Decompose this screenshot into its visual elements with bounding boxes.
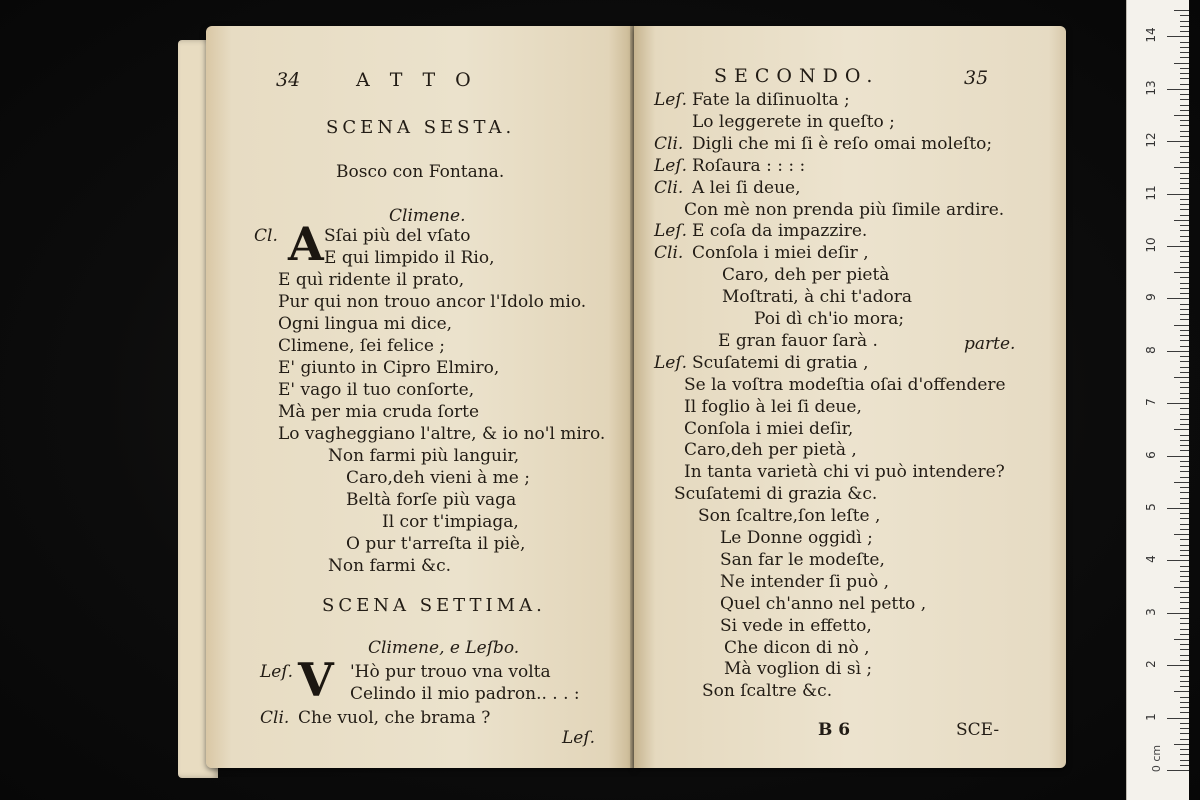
ruler-tick <box>1180 503 1189 504</box>
ruler-tick <box>1180 450 1189 451</box>
verse-line: Non farmi &c. <box>328 556 452 576</box>
ruler-tick <box>1180 555 1189 556</box>
ruler-tick <box>1180 487 1189 488</box>
ruler-tick <box>1167 665 1189 666</box>
verse-line: Conſola i miei deſir, <box>684 418 854 439</box>
ruler-tick <box>1180 550 1189 551</box>
ruler-tick <box>1174 429 1189 430</box>
ruler-number: 12 <box>1144 132 1158 148</box>
ruler-tick <box>1180 518 1189 519</box>
verse-line: E quì ridente il prato, <box>278 270 465 290</box>
ruler-tick <box>1180 408 1189 409</box>
ruler-tick <box>1167 560 1189 561</box>
ruler-tick <box>1180 215 1189 216</box>
ruler-tick <box>1180 52 1189 53</box>
ruler-tick <box>1180 581 1189 582</box>
verse-line: Son ſcaltre &c. <box>702 681 833 702</box>
ruler-tick <box>1180 15 1189 16</box>
verse-line: E gran fauor ſarà . <box>718 330 878 351</box>
ruler-tick <box>1180 592 1189 593</box>
ruler-unit: 0 cm <box>1150 744 1164 773</box>
ruler-tick <box>1180 670 1189 671</box>
speaker-heading: Climene. <box>389 206 466 226</box>
scene-title-2: SCENA SETTIMA. <box>322 595 546 616</box>
ruler-tick <box>1180 304 1189 305</box>
ruler-tick <box>1167 456 1189 457</box>
ruler-tick <box>1180 419 1189 420</box>
verse-line: Moſtrati, à chi t'adora <box>722 287 912 308</box>
verse-line: E coſa da impazzire. <box>692 221 868 242</box>
ruler-tick <box>1180 21 1189 22</box>
verse-line: Mà per mia cruda ſorte <box>278 402 480 422</box>
speaker-abbrev: Leſ. <box>654 155 688 176</box>
ruler-tick <box>1180 314 1189 315</box>
right-page <box>634 26 1066 768</box>
ruler-tick <box>1180 204 1189 205</box>
ruler-number: 7 <box>1144 398 1158 407</box>
ruler-tick <box>1167 89 1189 90</box>
ruler-number: 13 <box>1144 80 1158 96</box>
ruler-tick <box>1180 649 1189 650</box>
ruler-tick <box>1180 131 1189 132</box>
ruler-number: 10 <box>1144 237 1158 253</box>
ruler-tick <box>1180 340 1189 341</box>
ruler-tick <box>1180 125 1189 126</box>
ruler-tick <box>1167 770 1189 771</box>
verse-line: Il cor t'impiaga, <box>382 512 519 532</box>
ruler-tick <box>1174 325 1189 326</box>
ruler-tick <box>1180 152 1189 153</box>
speaker-abbrev: Cli. <box>654 243 684 264</box>
ruler-tick <box>1167 194 1189 195</box>
page-number-left: 34 <box>276 69 301 91</box>
speaker-abbrev: Cli. <box>654 133 684 154</box>
ruler-tick <box>1180 571 1189 572</box>
ruler-tick <box>1180 618 1189 619</box>
speaker-abbrev: Leſ. <box>654 352 688 373</box>
ruler-tick <box>1180 707 1189 708</box>
ruler-tick <box>1174 744 1189 745</box>
ruler-tick <box>1167 246 1189 247</box>
verse-line: Che vuol, che brama ? <box>298 708 491 728</box>
ruler-tick <box>1180 47 1189 48</box>
ruler-tick <box>1180 283 1189 284</box>
ruler-tick <box>1180 440 1189 441</box>
ruler-tick <box>1180 178 1189 179</box>
ruler-tick <box>1180 477 1189 478</box>
ruler-tick <box>1180 566 1189 567</box>
ruler-tick <box>1174 377 1189 378</box>
ruler-tick <box>1180 676 1189 677</box>
ruler-tick <box>1180 602 1189 603</box>
ruler-tick <box>1180 42 1189 43</box>
ruler-tick <box>1180 78 1189 79</box>
ruler-tick <box>1180 372 1189 373</box>
ruler-tick <box>1180 765 1189 766</box>
ruler-tick <box>1180 445 1189 446</box>
ruler-tick <box>1180 225 1189 226</box>
verse-line: Son ſcaltre,ſon leſte , <box>698 506 881 527</box>
ruler-tick <box>1180 686 1189 687</box>
verse-line: Mà voglion di sì ; <box>724 659 873 680</box>
verse-line: Caro, deh per pietà <box>722 265 890 286</box>
ruler-number: 11 <box>1144 184 1158 201</box>
ruler-tick <box>1180 346 1189 347</box>
ruler-tick <box>1174 534 1189 535</box>
ruler-tick <box>1180 309 1189 310</box>
running-head-left: A T T O <box>356 69 478 91</box>
verse-line: A lei ſi deue, <box>692 177 801 198</box>
ruler-tick <box>1167 36 1189 37</box>
ruler-tick <box>1167 613 1189 614</box>
ruler-tick <box>1180 236 1189 237</box>
ruler-tick <box>1180 188 1189 189</box>
verse-line: San far le modeſte, <box>720 549 885 570</box>
ruler-tick <box>1180 31 1189 32</box>
verse-line: Celindo il mio padron.. . . : <box>350 684 580 704</box>
ruler-tick <box>1180 539 1189 540</box>
ruler-tick <box>1180 293 1189 294</box>
ruler-tick <box>1180 251 1189 252</box>
verse-line: Sſai più del vſato <box>324 226 471 246</box>
open-book <box>178 26 1066 778</box>
verse-line: Caro,deh vieni à me ; <box>346 468 530 488</box>
ruler-tick <box>1180 262 1189 263</box>
speaker-abbrev: Leſ. <box>260 662 294 682</box>
ruler-tick <box>1180 760 1189 761</box>
drop-cap-a: A <box>288 217 324 271</box>
ruler-tick <box>1180 644 1189 645</box>
ruler-tick <box>1180 199 1189 200</box>
ruler-tick <box>1180 513 1189 514</box>
verse-line: Poi dì ch'io mora; <box>754 309 905 329</box>
ruler-tick <box>1180 681 1189 682</box>
ruler-tick <box>1180 702 1189 703</box>
ruler-tick <box>1180 435 1189 436</box>
ruler-tick <box>1167 508 1189 509</box>
ruler-number: 6 <box>1144 450 1158 459</box>
verse-line: Quel ch'anno nel petto , <box>720 593 927 614</box>
ruler-tick <box>1180 424 1189 425</box>
ruler-tick <box>1180 99 1189 100</box>
stage-direction: parte. <box>964 334 1016 354</box>
ruler-number: 3 <box>1144 607 1158 616</box>
ruler-tick <box>1180 26 1189 27</box>
ruler-tick <box>1180 183 1189 184</box>
ruler-tick <box>1180 120 1189 121</box>
ruler-tick <box>1180 173 1189 174</box>
ruler-number: 1 <box>1144 712 1158 721</box>
speaker-heading-2: Climene, e Leſbo. <box>368 638 520 658</box>
verse-line: Caro,deh per pietà , <box>684 440 857 461</box>
ruler-tick <box>1174 10 1189 11</box>
verse-line: Le Donne oggidì ; <box>720 528 873 548</box>
verse-line: Non farmi più languir, <box>328 446 520 466</box>
ruler-tick <box>1167 718 1189 719</box>
ruler-tick <box>1180 157 1189 158</box>
ruler-number: 5 <box>1144 503 1158 511</box>
ruler-tick <box>1180 414 1189 415</box>
verse-line: Ne intender ſi può , <box>720 571 890 592</box>
ruler-tick <box>1174 587 1189 588</box>
ruler-tick <box>1174 272 1189 273</box>
ruler-number: 14 <box>1144 27 1158 44</box>
ruler-number: 8 <box>1144 345 1158 354</box>
verse-line: E' giunto in Cipro Elmiro, <box>278 358 500 378</box>
ruler-tick <box>1180 733 1189 734</box>
ruler-tick <box>1174 639 1189 640</box>
ruler-tick <box>1180 387 1189 388</box>
scene-setting: Bosco con Fontana. <box>336 162 505 182</box>
ruler-tick <box>1174 482 1189 483</box>
ruler-tick <box>1174 63 1189 64</box>
ruler-tick <box>1167 351 1189 352</box>
ruler-tick <box>1180 529 1189 530</box>
ruler-tick <box>1180 319 1189 320</box>
speaker-abbrev: Cli. <box>654 177 684 198</box>
ruler-tick <box>1180 393 1189 394</box>
ruler-tick <box>1174 115 1189 116</box>
running-head-right: SECONDO. <box>714 65 880 87</box>
left-page <box>206 26 634 768</box>
ruler-tick <box>1180 634 1189 635</box>
ruler-tick <box>1180 146 1189 147</box>
ruler-tick <box>1180 492 1189 493</box>
ruler-number: 9 <box>1144 293 1158 302</box>
ruler-tick <box>1180 660 1189 661</box>
ruler-tick <box>1180 267 1189 268</box>
ruler-tick <box>1174 220 1189 221</box>
ruler-tick <box>1180 398 1189 399</box>
ruler-tick <box>1180 73 1189 74</box>
ruler-tick <box>1180 162 1189 163</box>
ruler-tick <box>1180 136 1189 137</box>
ruler-tick <box>1180 655 1189 656</box>
catchword-left: Leſ. <box>562 728 596 748</box>
ruler-tick <box>1180 597 1189 598</box>
ruler-tick <box>1180 728 1189 729</box>
ruler-tick <box>1180 545 1189 546</box>
ruler-tick <box>1180 749 1189 750</box>
verse-line: Con mè non prenda più ſimile ardire. <box>684 199 1005 220</box>
ruler-tick <box>1167 403 1189 404</box>
ruler-tick <box>1180 361 1189 362</box>
ruler-tick <box>1180 105 1189 106</box>
ruler-tick <box>1180 330 1189 331</box>
ruler-tick <box>1180 94 1189 95</box>
verse-line: O pur t'arreſta il piè, <box>346 534 526 554</box>
speaker-abbrev: Cli. <box>260 708 290 728</box>
ruler-tick <box>1180 230 1189 231</box>
ruler-tick <box>1167 298 1189 299</box>
ruler-tick <box>1180 723 1189 724</box>
ruler-tick <box>1180 697 1189 698</box>
ruler-tick <box>1180 498 1189 499</box>
ruler-tick <box>1180 471 1189 472</box>
verse-line: Fate la diſinuolta ; <box>692 90 850 110</box>
ruler-tick <box>1174 167 1189 168</box>
ruler-number: 4 <box>1144 555 1158 564</box>
ruler-tick <box>1180 739 1189 740</box>
ruler-tick <box>1180 466 1189 467</box>
verse-line: Roſaura : : : : <box>692 155 806 176</box>
verse-line: Si vede in effetto, <box>720 615 872 636</box>
ruler-tick <box>1180 68 1189 69</box>
verse-line: Scuſatemi di grazia &c. <box>674 484 878 505</box>
speaker-abbrev: Leſ. <box>654 221 688 242</box>
ruler-tick <box>1180 367 1189 368</box>
verse-line: Digli che mi ſi è reſo omai moleſto; <box>692 133 993 154</box>
ruler-tick <box>1180 288 1189 289</box>
ruler-tick <box>1180 356 1189 357</box>
verse-line: Lo vagheggiano l'altre, & io no'l miro. <box>278 424 606 444</box>
verse-line: Lo leggerete in queſto ; <box>692 111 895 132</box>
scene-title: SCENA SESTA. <box>326 117 516 138</box>
verse-line: Che dicon di nò , <box>724 637 870 658</box>
signature-mark: B 6 <box>818 720 851 740</box>
catchword-right: SCE- <box>956 720 1000 740</box>
verse-line: Beltà forſe più vaga <box>346 490 517 510</box>
ruler-tick <box>1180 256 1189 257</box>
verse-line: In tanta varietà chi vi può intendere? <box>684 462 1005 483</box>
ruler-tick <box>1180 623 1189 624</box>
ruler-tick <box>1180 576 1189 577</box>
ruler-tick <box>1180 335 1189 336</box>
verse-line: Conſola i miei deſir , <box>692 243 869 264</box>
ruler-tick <box>1180 277 1189 278</box>
verse-line: 'Hò pur trouo vna volta <box>350 662 551 682</box>
ruler-tick <box>1180 608 1189 609</box>
ruler-tick <box>1180 84 1189 85</box>
speaker-abbrev: Cl. <box>254 226 278 246</box>
ruler-number: 2 <box>1144 660 1158 669</box>
ruler-tick <box>1180 209 1189 210</box>
verse-line: Se la voſtra modeſtia oſai d'offendere <box>684 374 1006 395</box>
ruler-tick <box>1180 754 1189 755</box>
verse-line: E qui limpido il Rio, <box>324 248 495 268</box>
speaker-abbrev: Leſ. <box>654 90 688 110</box>
drop-cap-v: V <box>298 653 334 707</box>
verse-line: Climene, ſei felice ; <box>278 336 446 356</box>
ruler-tick <box>1167 141 1189 142</box>
page-number-right: 35 <box>964 67 989 89</box>
ruler-tick <box>1180 524 1189 525</box>
ruler-tick <box>1180 461 1189 462</box>
verse-line: Il foglio à lei ſi deue, <box>684 396 862 417</box>
verse-line: Scuſatemi di gratia , <box>692 352 869 373</box>
verse-line: E' vago il tuo conſorte, <box>278 380 475 400</box>
ruler-tick <box>1180 382 1189 383</box>
verse-line: Pur qui non trouo ancor l'Idolo mio. <box>278 292 587 312</box>
ruler-tick <box>1180 241 1189 242</box>
ruler-tick <box>1180 712 1189 713</box>
ruler-tick <box>1180 57 1189 58</box>
ruler-tick <box>1180 629 1189 630</box>
ruler-tick <box>1180 110 1189 111</box>
measuring-ruler <box>1126 0 1189 800</box>
verse-line: Ogni lingua mi dice, <box>278 314 453 334</box>
ruler-tick <box>1174 691 1189 692</box>
